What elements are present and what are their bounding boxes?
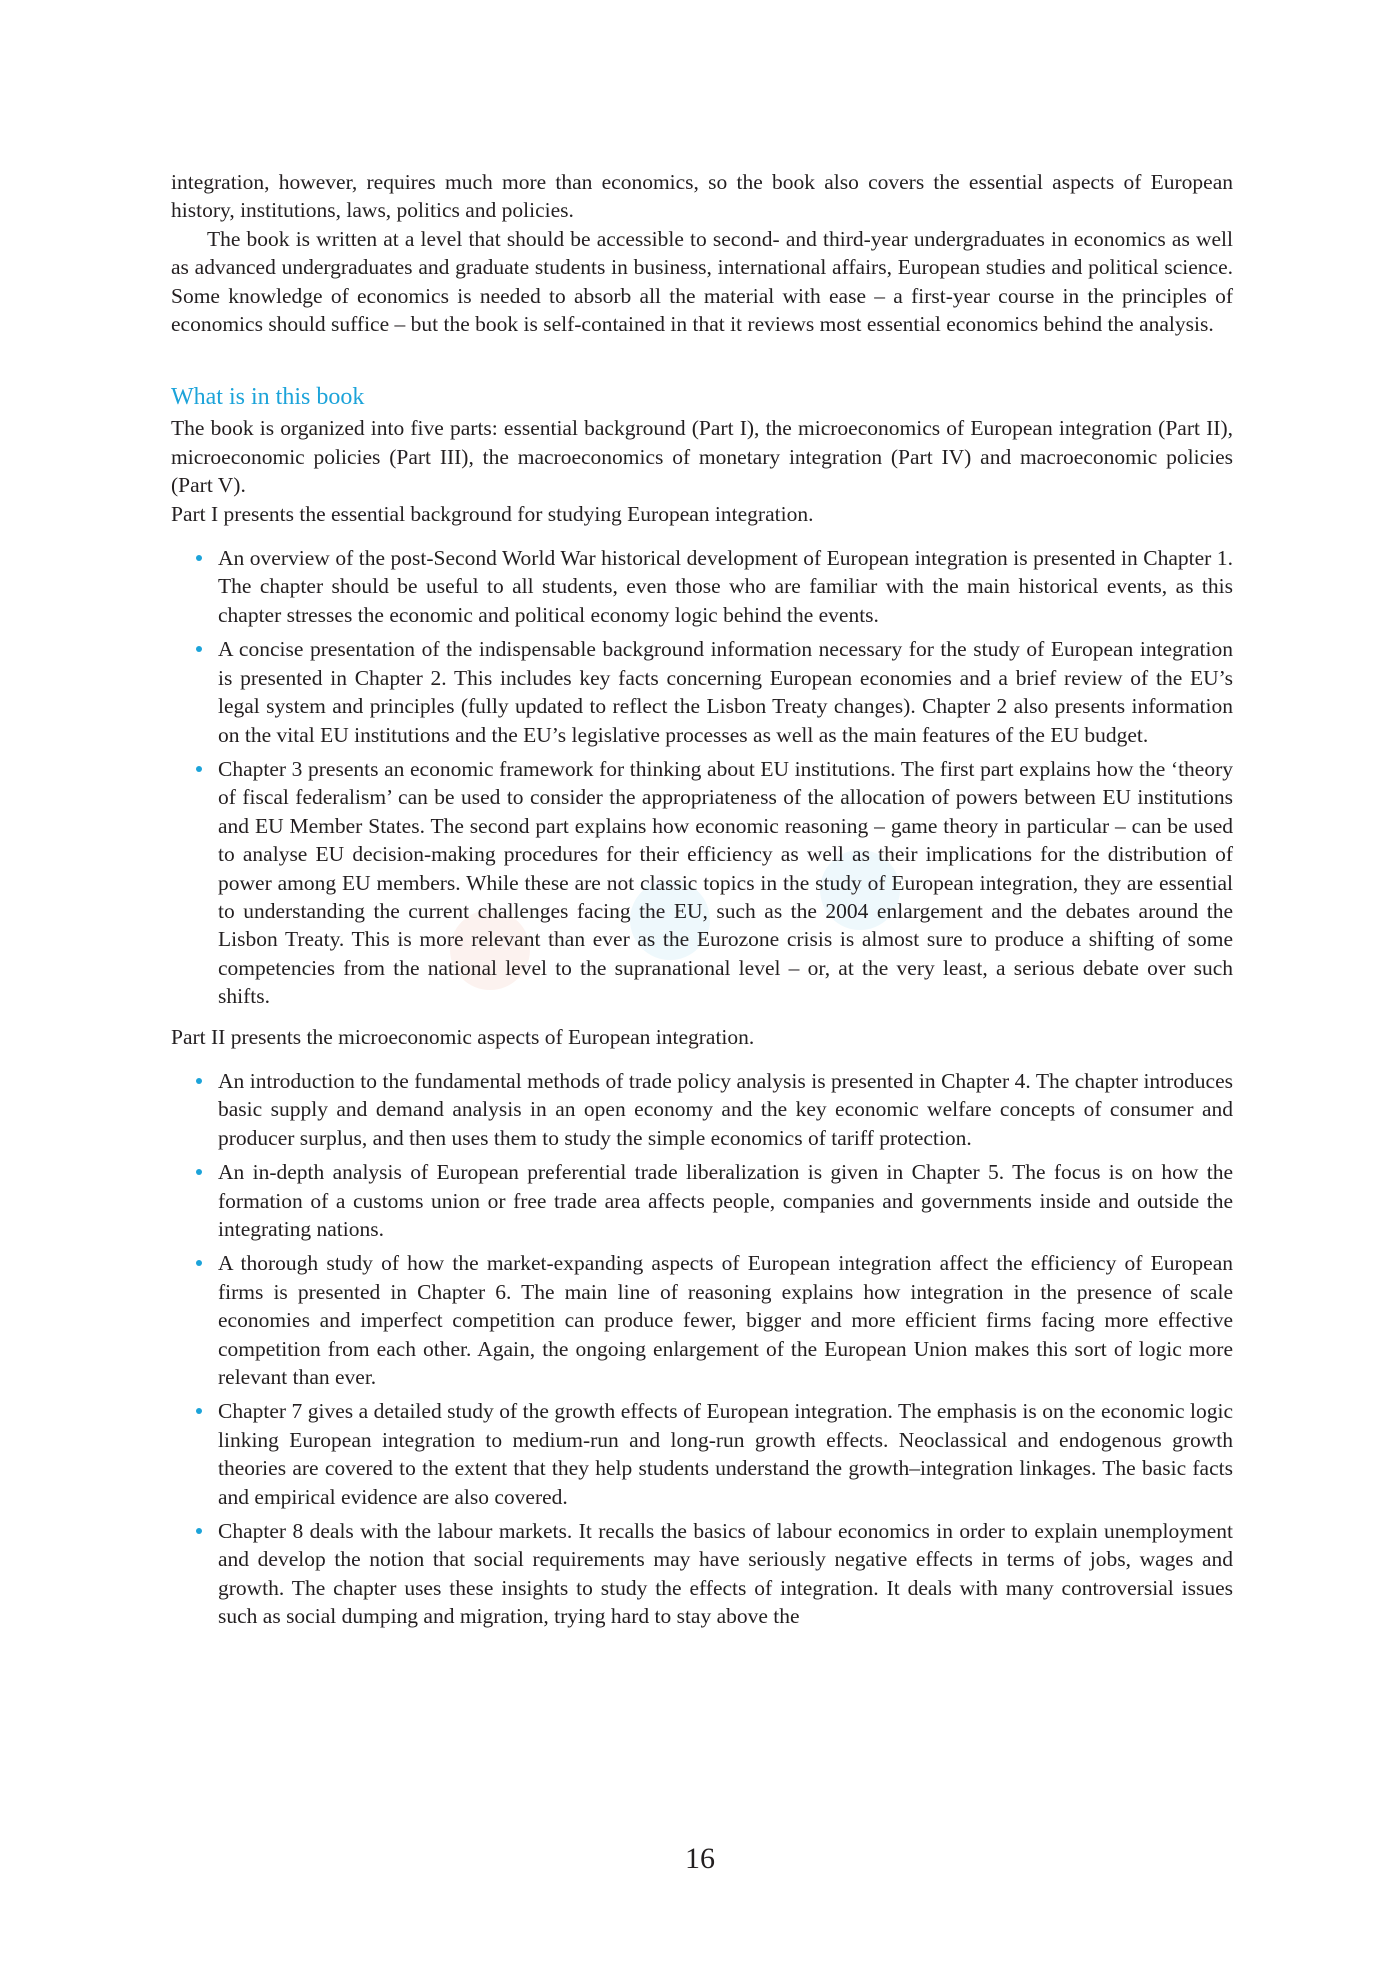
list-item bbox=[171, 1249, 1233, 1391]
list-item-text: Chapter 7 gives a detailed study of the growth effects of European integration. The emphasis is on the economic logic linking European integration to medium-run and long-run growth effects. Neoclassical and endogenous growth theories are covered to the extent that they help students understand the growth–integration linkages. The basic facts and empirical evidence are also covered. bbox=[218, 1399, 1233, 1509]
list-item-text: An overview of the post-Second World War historical development of European integration is presented in Chapter 1. The chapter should be useful to all students, even those who are familiar with the main historical events, as this chapter stresses the economic and political economy logic behind the events. bbox=[218, 546, 1233, 627]
list-item-text: Chapter 8 deals with the labour markets. It recalls the basics of labour economics in order to explain unemployment and develop the notion that social requirements may have seriously negative effects in terms of jobs, wages and growth. The chapter uses these insights to study the effects of integration. It deals with many controversial issues such as social dumping and migration, trying hard to stay above the bbox=[218, 1519, 1233, 1629]
list-item-text: A concise presentation of the indispensable background information necessary for the study of European integration is presented in Chapter 2. This includes key facts concerning European economies and a brief review of the EU’s legal system and principles (fully updated to reflect the Lisbon Treaty changes). Chapter 2 also presents information on the vital EU institutions and the EU’s legislative processes as well as the main features of the EU budget. bbox=[218, 637, 1233, 747]
list-item bbox=[171, 635, 1233, 749]
intro-paragraph-2: The book is written at a level that should be accessible to second- and third-year undergraduates in economics as well as advanced undergraduates and graduate students in business, international affairs, European studies and political science. Some knowledge of economics is needed to absorb all the material with ease – a first-year course in the principles of economics should suffice – but the book is self-contained in that it reviews most essential economics behind the analysis. bbox=[171, 226, 1233, 337]
page-body bbox=[171, 168, 1233, 1637]
section-heading: What is in this book bbox=[171, 384, 365, 411]
part-1-intro: Part I presents the essential background for studying European integration. bbox=[171, 501, 814, 526]
list-item bbox=[171, 1067, 1233, 1152]
list-item-text: A thorough study of how the market-expanding aspects of European integration affect the efficiency of European firms is presented in Chapter 6. The main line of reasoning explains how integration in the presence of scale economies and imperfect competition can produce fewer, bigger and more efficient firms facing more effective competition from each other. Again, the ongoing enlargement of the European Union makes this sort of logic more relevant than ever. bbox=[218, 1251, 1233, 1390]
bullet-icon bbox=[196, 1408, 202, 1414]
bullet-icon bbox=[196, 766, 202, 772]
list-item-text: An in-depth analysis of European preferential trade liberalization is given in Chapter 5. The focus is on how the formation of a customs union or free trade area affects people, companies and governments inside and outside the integrating nations. bbox=[218, 1160, 1233, 1241]
list-item bbox=[171, 1397, 1233, 1511]
bullet-icon bbox=[196, 646, 202, 652]
part-2-bullet-list bbox=[171, 1067, 1233, 1631]
bullet-icon bbox=[196, 1260, 202, 1266]
bullet-icon bbox=[196, 555, 202, 561]
list-item bbox=[171, 1517, 1233, 1631]
bullet-icon bbox=[196, 1528, 202, 1534]
intro-paragraph-1: integration, however, requires much more than economics, so the book also covers the essential aspects of European history, institutions, laws, politics and policies. bbox=[171, 170, 1233, 223]
list-item bbox=[171, 755, 1233, 1011]
section-paragraph: The book is organized into five parts: essential background (Part I), the microeconomics of European integration (Part II), microeconomic policies (Part III), the macroeconomics of monetary integration (Part IV) and macroeconomic policies (Part V). bbox=[171, 416, 1233, 498]
list-item bbox=[171, 544, 1233, 629]
list-item bbox=[171, 1158, 1233, 1243]
list-item-text: An introduction to the fundamental methods of trade policy analysis is presented in Chapter 4. The chapter introduces basic supply and demand analysis in an open economy and the key economic welfare concepts of consumer and producer surplus, and then uses them to study the simple economics of tariff protection. bbox=[218, 1068, 1233, 1150]
part-1-bullet-list bbox=[171, 544, 1233, 1011]
bullet-icon bbox=[196, 1169, 202, 1175]
part-2-intro: Part II presents the microeconomic aspects of European integration. bbox=[171, 1024, 755, 1049]
bullet-icon bbox=[196, 1078, 202, 1084]
list-item-text: Chapter 3 presents an economic framework for thinking about EU institutions. The first part explains how the ‘theory of fiscal federalism’ can be used to consider the appropriateness of the allocation of powers between EU institutions and EU Member States. The second part explains how economic reasoning – game theory in particular – can be used to analyse EU decision-making procedures for their efficiency as well as their implications for the distribution of power among EU members. While these are not classic topics in the study of European integration, they are essential to understanding the current challenges facing the EU, such as the 2004 enlargement and the debates around the Lisbon Treaty. This is more relevant than ever as the Eurozone crisis is almost sure to produce a shifting of some competencies from the national level to the supranational level – or, at the very least, a serious debate over such shifts. bbox=[218, 756, 1233, 1009]
page-number: 16 bbox=[685, 1842, 715, 1875]
